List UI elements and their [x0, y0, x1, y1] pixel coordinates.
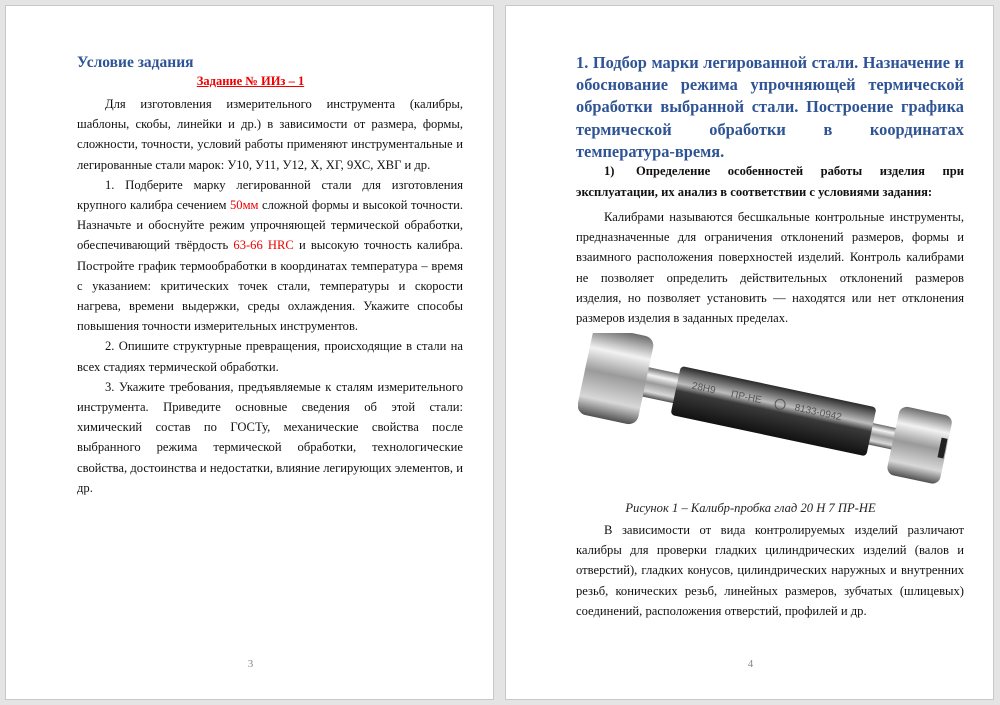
hardness-value: 63-66 HRC — [233, 238, 294, 253]
paragraph-1 — [576, 207, 964, 328]
section-title: Условие задания — [77, 54, 194, 71]
marking-size: 28H9 — [690, 380, 717, 397]
figure-caption: Рисунок 1 – Калибр-пробка глад 20 Н 7 ПР-НЕ — [625, 501, 876, 515]
page-4 — [505, 5, 994, 700]
paragraph-1-text: Калибрами называются бесшкальные контрольные инструменты, предназначенные для ограничения отклонений размеров, формы и взаимного расположения поверхностей изделий. Контроль калибрами не позволяет определить действительных отклонений размеров изделия, но позволяет установить — находятся или нет отклонения размеров изделия в заданных пределах. — [576, 210, 964, 326]
plug-gauge-image — [578, 333, 963, 498]
task-title: Задание № ИИз – 1 — [196, 74, 305, 88]
subheading — [576, 161, 964, 203]
item-1-text-c: и высокую точность калибра. Постройте график термообработки в координатах температура – время с указанием: критических точек стали, температуры и скорости нагрева, времени выдержки, среды охлаждения. Укажите способы повышения точности измерительных инструментов. — [77, 238, 463, 334]
item-3-paragraph: 3. Укажите требования, предъявляемые к сталям измерительного инструмента. Приведите основные сведения об этой стали: химический состав по ГОСТу, механические свойства после выбранного режима термической обработки, технологические свойства, достоинства и недостатки, влияние легирующих элементов, и др. — [77, 379, 463, 495]
subheading-number: 1) — [604, 164, 615, 178]
subheading-text: Определение особенностей работы изделия при эксплуатации, их анализ в соответствии с условиями задания: — [576, 164, 964, 199]
intro-paragraph: Для изготовления измерительного инструмента (калибры, шаблоны, скобы, линейки и др.) в зависимости от размера, формы, сложности, точности, условий работы применяют инструментальные и легированные стали марок: У10, У11, У12, Х, ХГ, 9ХС, ХВГ и др. — [77, 97, 463, 172]
item-2-paragraph: 2. Опишите структурные превращения, происходящие в стали на всех стадиях термической обработки. — [77, 339, 463, 374]
page-number: 4 — [747, 658, 754, 670]
item-1-paragraph — [77, 175, 463, 337]
task-body — [77, 94, 463, 498]
section-size: 50мм — [229, 198, 259, 213]
page-number: 3 — [247, 658, 254, 670]
marking-code: 8133-0942 — [793, 402, 843, 424]
chapter-heading: 1. Подбор марки легированной стали. Назначение и обоснование режима упрочняющей термической обработки выбранной стали. Построение графика термической обработки в координатах температура-время. — [576, 53, 964, 161]
page-3 — [5, 5, 494, 700]
paragraph-2 — [576, 520, 964, 621]
item-1-text-a: 1. Подберите марку легированной стали для изготовления крупного калибра сечением — [77, 177, 463, 213]
paragraph-2-text: В зависимости от вида контролируемых изделий различают калибры для проверки гладких цилиндрических изделий (валов и отверстий), гладких конусов, цилиндрических наружных и внутренних резьб, конических резьб, линейных размеров, зубчатых (шлицевых) соединений, расположения отверстий, профилей и др. — [576, 523, 964, 618]
marking-go-nogo: ПР-НЕ — [729, 389, 763, 407]
item-1-text-b: сложной формы и высокой точности. Назначьте и обоснуйте режим упрочняющей термической обработки, обеспечивающий твёрдость — [77, 198, 463, 253]
